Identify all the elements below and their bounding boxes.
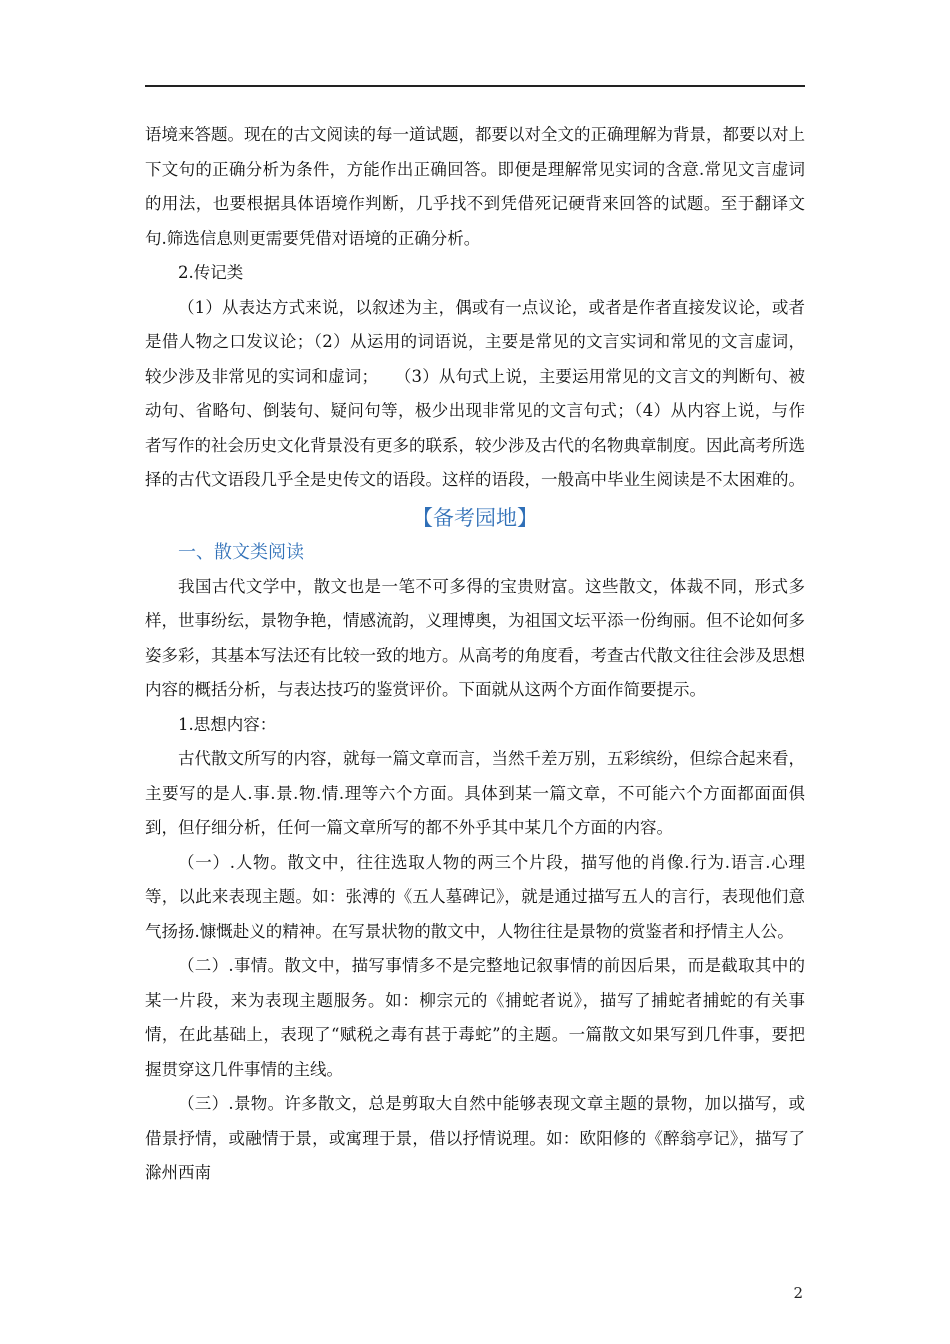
item-title-content: 1.思想内容： xyxy=(178,714,277,734)
paragraph-scenery: （三）.景物。许多散文，总是剪取大自然中能够表现文章主题的景物，加以描写，或借景抒情，或融情于景，或寓理于景，借以抒情说理。如：欧阳修的《醉翁亭记》，描写了滁州西南 xyxy=(145,1094,805,1182)
paragraph-context: 语境来答题。现在的古文阅读的每一道试题，都要以对全文的正确理解为背景，都要以对上下文句的正确分析为条件，方能作出正确回答。即便是理解常见实词的含意.常见文言虚词的用法，也要根据具体语境作判断，几乎找不到凭借死记硬背来回答的试题。至于翻译文句.筛选信息则更需要凭借对语境的正确分析。 xyxy=(145,125,805,248)
paragraph-events: （二）.事情。散文中，描写事情多不是完整地记叙事情的前因后果，而是截取其中的某一片段，来为表现主题服务。如：柳宗元的《捕蛇者说》，描写了捕蛇者捕蛇的有关事情，在此基础上，表现了“赋税之毒有甚于毒蛇”的主题。一篇散文如果写到几件事，要把握贯穿这几件事情的主线。 xyxy=(145,956,805,1079)
subheading-prose-reading: 一、散文类阅读 xyxy=(178,541,304,563)
section-heading: 【备考园地】 xyxy=(412,505,538,530)
page-number: 2 xyxy=(793,1284,803,1302)
section-title-biography: 2.传记类 xyxy=(178,263,244,282)
paragraph-biography-features: （1）从表达方式来说，以叙述为主，偶或有一点议论，或者是作者直接发议论，或者是借人物之口发议论；（2）从运用的词语说，主要是常见的文言实词和常见的文言虚词，较少涉及非常见的实词和虚词； （3）从句式上说，主要运用常见的文言文的判断句、被动句、省略句、倒装句、疑问句等，极少出现非常见的文言句式；（4）从内容上说，与作者写作的社会历史文化背景没有更多的联系，较少涉及古代的名物典章制度。因此高考所选择的古代文语段几乎全是史传文的语段。这样的语段，一般高中毕业生阅读是不太困难的。 xyxy=(145,297,805,489)
page-body xyxy=(145,118,805,1191)
paragraph-content-overview: 古代散文所写的内容，就每一篇文章而言，当然千差万别，五彩缤纷，但综合起来看，主要写的是人.事.景.物.情.理等六个方面。具体到某一篇文章，不可能六个方面都面面俱到，但仔细分析，任何一篇文章所写的都不外乎其中某几个方面的内容。 xyxy=(145,749,805,837)
paragraph-characters: （一）.人物。散文中，往往选取人物的两三个片段，描写他的肖像.行为.语言.心理等，以此来表现主题。如：张溥的《五人墓碑记》，就是通过描写五人的言行，表现他们意气扬扬.慷慨赴义的精神。在写景状物的散文中，人物往往是景物的赏鉴者和抒情主人公。 xyxy=(145,852,805,941)
header-rule xyxy=(145,85,805,87)
paragraph-prose-intro: 我国古代文学中，散文也是一笔不可多得的宝贵财富。这些散文，体裁不同，形式多样，世事纷纭，景物争艳，情感流韵，义理博奥，为祖国文坛平添一份绚丽。但不论如何多姿多彩，其基本写法还有比较一致的地方。从高考的角度看，考查古代散文往往会涉及思想内容的概括分析，与表达技巧的鉴赏评价。下面就从这两个方面作简要提示。 xyxy=(145,576,805,699)
